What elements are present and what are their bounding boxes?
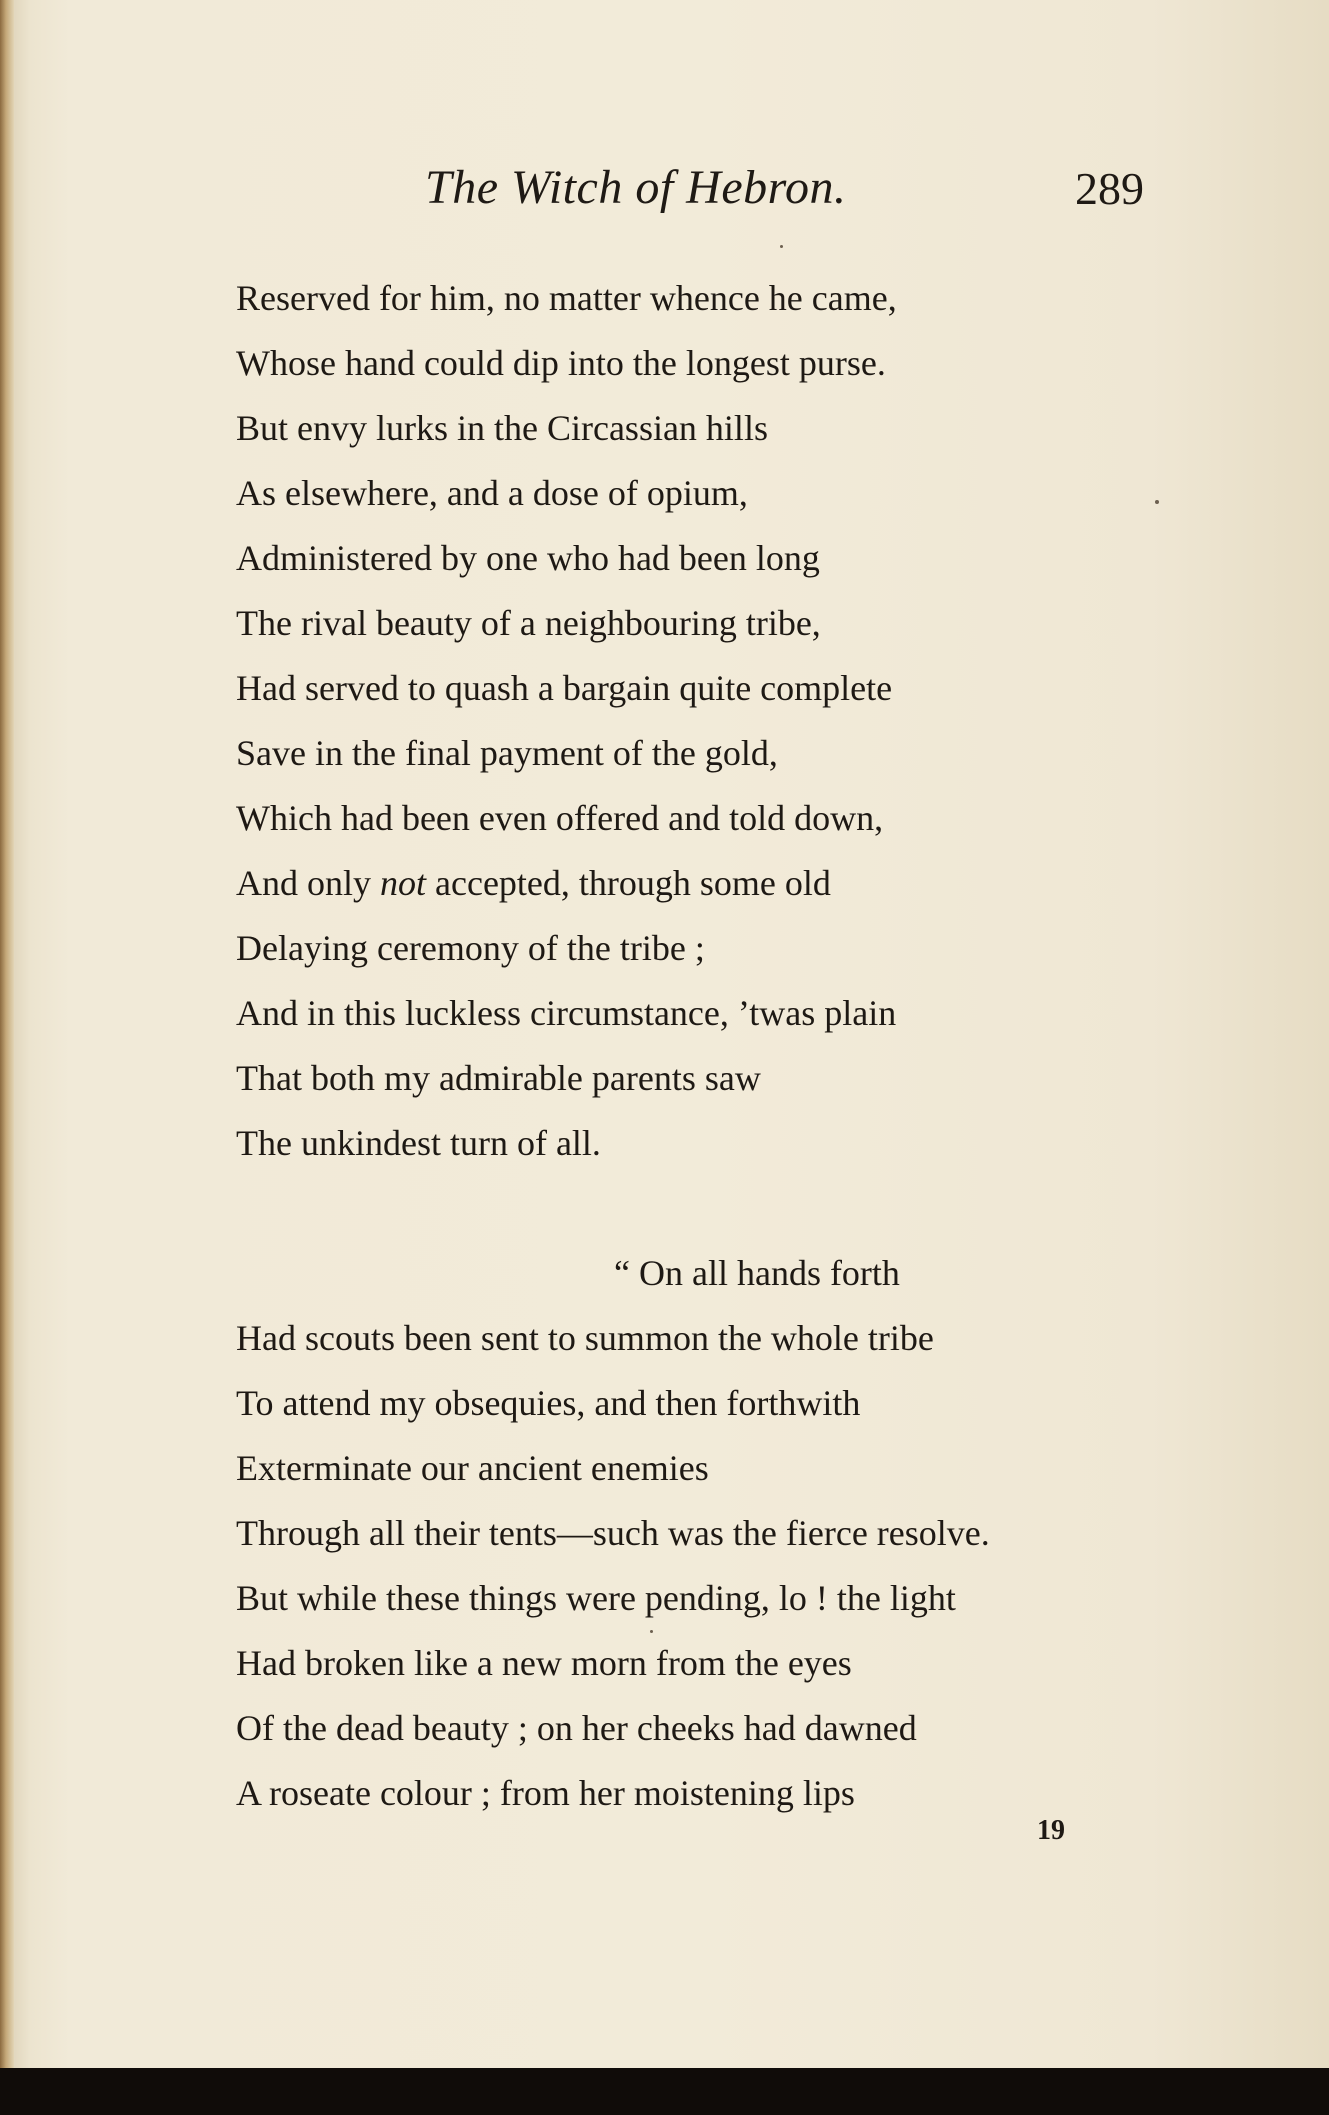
poem-line: Reserved for him, no matter whence he came, xyxy=(236,278,897,318)
poem-text xyxy=(236,266,1236,1826)
stanza-break xyxy=(236,1176,1236,1241)
line-segment: And only xyxy=(236,863,380,903)
poem-line: Which had been even offered and told down, xyxy=(236,798,884,838)
poem-line: The unkindest turn of all. xyxy=(236,1123,601,1163)
signature-mark: 19 xyxy=(1037,1815,1065,1846)
poem-line: The rival beauty of a neighbouring tribe, xyxy=(236,603,821,643)
poem-line-indented: “ On all hands forth xyxy=(614,1253,900,1293)
running-title: The Witch of Hebron. xyxy=(425,161,847,214)
paper-speck xyxy=(780,245,783,248)
emphasized-word: not xyxy=(380,863,427,903)
poem-line: To attend my obsequies, and then forthwith xyxy=(236,1383,861,1423)
poem-line: Had broken like a new morn from the eyes xyxy=(236,1643,852,1683)
page-header xyxy=(0,160,1329,230)
poem-line: That both my admirable parents saw xyxy=(236,1058,761,1098)
poem-line: Had served to quash a bargain quite complete xyxy=(236,668,893,708)
poem-line: Exterminate our ancient enemies xyxy=(236,1448,709,1488)
poem-line: Of the dead beauty ; on her cheeks had dawned xyxy=(236,1708,917,1748)
poem-line: Delaying ceremony of the tribe ; xyxy=(236,928,705,968)
poem-line: And in this luckless circumstance, ’twas plain xyxy=(236,993,897,1033)
scan-bottom-edge xyxy=(0,2068,1329,2115)
poem-line: As elsewhere, and a dose of opium, xyxy=(236,473,748,513)
poem-line-with-emphasis xyxy=(236,851,1236,916)
poem-line: A roseate colour ; from her moistening lips xyxy=(236,1773,855,1813)
poem-line: Administered by one who had been long xyxy=(236,538,820,578)
page-number: 289 xyxy=(1075,163,1144,214)
poem-line: But envy lurks in the Circassian hills xyxy=(236,408,768,448)
poem-line: Through all their tents—such was the fierce resolve. xyxy=(236,1513,990,1553)
paper-speck xyxy=(650,1630,653,1633)
paper-speck xyxy=(1155,500,1159,504)
line-segment: accepted, through some old xyxy=(426,863,831,903)
poem-line: But while these things were pending, lo ! the light xyxy=(236,1578,956,1618)
page-binding-edge xyxy=(0,0,14,2068)
poem-line: Whose hand could dip into the longest purse. xyxy=(236,343,886,383)
poem-line: Save in the final payment of the gold, xyxy=(236,733,778,773)
poem-line: Had scouts been sent to summon the whole tribe xyxy=(236,1318,934,1358)
